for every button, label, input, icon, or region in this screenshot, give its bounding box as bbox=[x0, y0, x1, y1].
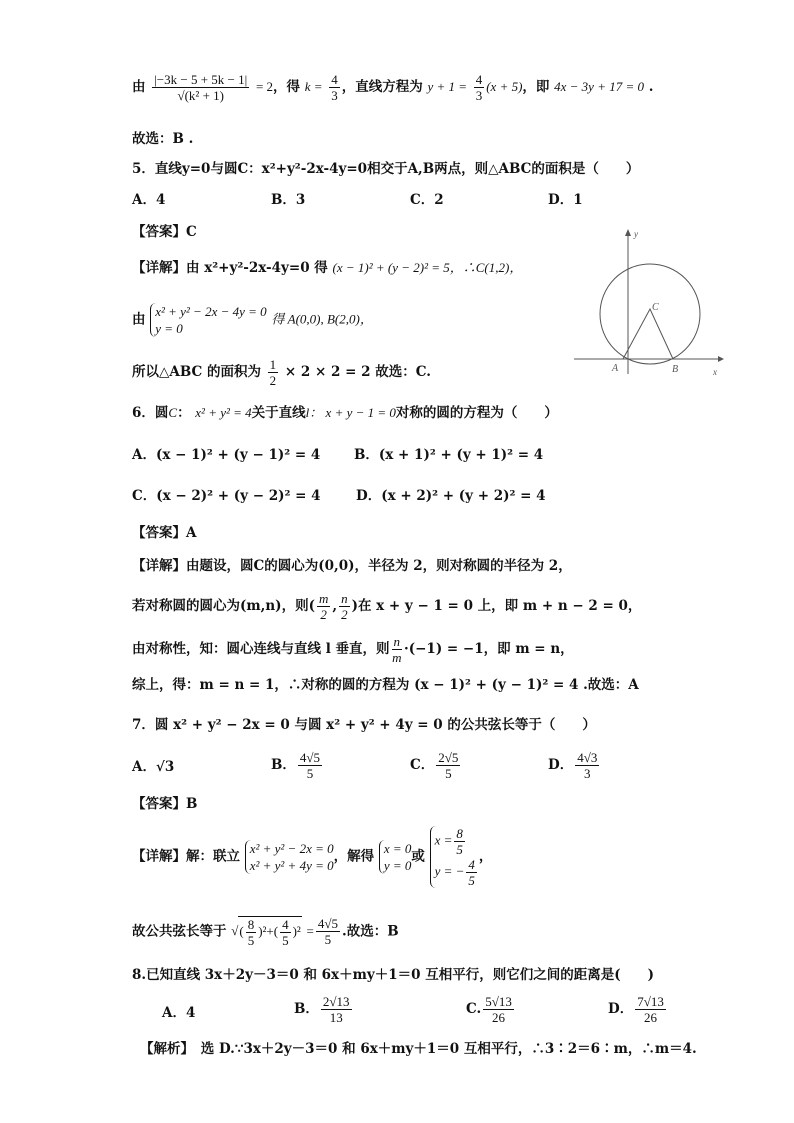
den: 3 bbox=[475, 88, 483, 103]
q8-option-a: A．4 bbox=[162, 1005, 196, 1021]
variable-k: k = bbox=[304, 79, 323, 94]
option-text: D．(x + 2)² + (y + 2)² = 4 bbox=[356, 488, 546, 504]
q5-detail-1 bbox=[132, 259, 522, 277]
num: 4√3 bbox=[577, 750, 598, 765]
q5-option-d: D．1 bbox=[548, 192, 583, 208]
q6-detail-1: 【详解】由题设，圆C的圆心为(0,0)，半径为 2，则对称圆的半径为 2， bbox=[132, 558, 572, 574]
system-eq-2: x² + y² + 4y = 0 bbox=[249, 858, 334, 873]
question-8-title: 8.已知直线 3x＋2y－3＝0 和 6x＋my＋1＝0 互相平行，则它们之间的距离是( ) bbox=[132, 967, 654, 983]
num: 2√13 bbox=[322, 994, 350, 1009]
num: 4 bbox=[331, 72, 338, 87]
system-eq-2: y = 0 bbox=[155, 321, 183, 336]
num: 8 bbox=[247, 917, 255, 932]
text: ， bbox=[478, 848, 493, 865]
q8-option-d bbox=[608, 994, 668, 1025]
sol-y: y = 0 bbox=[383, 858, 412, 873]
triangle bbox=[623, 309, 673, 359]
question-5-title: 5．直线y=0与圆C：x²+y²-2x-4y=0相交于A,B两点，则△ABC的面积是（ ） bbox=[132, 161, 640, 177]
den: 5 bbox=[468, 873, 475, 888]
den: 26 bbox=[492, 1010, 506, 1025]
q7-detail-2 bbox=[132, 916, 399, 948]
var-l: l bbox=[305, 405, 310, 420]
option-text: B．(x + 1)² + (y + 1)² = 4 bbox=[354, 447, 544, 463]
lhs: x = bbox=[434, 832, 453, 848]
label: C． bbox=[410, 757, 435, 773]
den: 5 bbox=[282, 933, 289, 948]
solution-system-2 bbox=[430, 826, 479, 888]
den: 5 bbox=[456, 842, 463, 857]
area-result: × 2 × 2 = 2 故选：C. bbox=[284, 364, 431, 380]
sqrt-expression: √( $\frac{8}{5}$ )²+( $\frac{4}{5}$ )² bbox=[231, 917, 301, 948]
den: 2 bbox=[341, 607, 348, 622]
num: 4√5 bbox=[317, 916, 338, 932]
q7-option-a: A．√3 bbox=[132, 759, 175, 775]
label-y: y bbox=[634, 229, 638, 239]
den: 3 bbox=[584, 766, 591, 781]
fraction-m-half bbox=[317, 591, 330, 622]
equation-part: = 2 bbox=[255, 79, 274, 94]
q5-detail-3 bbox=[132, 357, 431, 388]
q6-option-a bbox=[132, 446, 320, 464]
text-end: . bbox=[648, 79, 654, 95]
question-7-title: 7．圆 x² + y² − 2x = 0 与圆 x² + y² + 4y = 0 的公共弦长等于（ ） bbox=[132, 717, 596, 733]
label: C. bbox=[466, 1001, 482, 1017]
fraction bbox=[280, 917, 291, 948]
intersection-points: 得 A(0,0), B(2,0)， bbox=[271, 311, 373, 327]
fraction bbox=[466, 857, 477, 888]
lhs: y = − bbox=[434, 863, 465, 879]
text: 由对称性，知：圆心连线与直线 l 垂直，则 bbox=[132, 641, 390, 657]
text: 由 bbox=[132, 311, 146, 328]
text: 若对称圆的圆心为(m,n)，则( bbox=[132, 598, 315, 614]
fraction bbox=[246, 917, 257, 948]
text-prefix: 由 bbox=[132, 79, 146, 95]
label-b: B bbox=[672, 364, 679, 375]
text-or: 或 bbox=[411, 848, 425, 865]
circle-triangle-figure bbox=[572, 226, 728, 378]
option-text: C．(x − 2)² + (y − 2)² = 4 bbox=[132, 488, 321, 504]
circle bbox=[600, 264, 700, 364]
option-text: A．(x − 1)² + (y − 1)² = 4 bbox=[132, 447, 321, 463]
text: 所以△ABC 的面积为 bbox=[132, 364, 261, 380]
num: 4 bbox=[475, 72, 483, 87]
den: 5 bbox=[324, 932, 332, 948]
q5-detail-2 bbox=[132, 303, 373, 337]
label: B． bbox=[294, 1001, 319, 1017]
text-mid: ，得 bbox=[273, 79, 301, 95]
fraction bbox=[483, 994, 514, 1025]
q6-detail-2: 若对称圆的圆心为(m,n)，则( $\frac{m}{2}$ , $\frac{n}{2}$ )在 x + y − 1 = 0 上，即 m + n − 2 = 0， bbox=[132, 591, 642, 622]
q6-answer: 【答案】A bbox=[132, 525, 197, 541]
solution-system-1 bbox=[379, 840, 412, 874]
den: 26 bbox=[644, 1010, 658, 1025]
fraction-result bbox=[316, 916, 340, 947]
fraction-k bbox=[329, 72, 340, 103]
fraction bbox=[454, 826, 465, 857]
fraction-slope bbox=[474, 72, 485, 103]
den: 13 bbox=[329, 1010, 343, 1025]
equation-rhs: (x + 5) bbox=[486, 79, 523, 94]
fraction-distance bbox=[152, 72, 249, 103]
sol-x: x = 0 bbox=[383, 841, 412, 856]
num: m bbox=[318, 591, 329, 606]
label-c: C bbox=[652, 302, 659, 313]
text: 关于直线 bbox=[251, 405, 306, 421]
label: B． bbox=[271, 757, 296, 773]
q7-option-b bbox=[271, 750, 324, 781]
num: 7√13 bbox=[637, 994, 664, 1009]
q6-option-b bbox=[354, 446, 543, 464]
num: 4√5 bbox=[299, 750, 321, 765]
label: D． bbox=[548, 757, 574, 773]
text-mid: ，直线方程为 bbox=[341, 79, 423, 95]
system-eq-1: x² + y² − 2x = 0 bbox=[249, 841, 334, 856]
q8-option-c bbox=[466, 994, 516, 1025]
line-equation: ： x + y − 1 = 0 bbox=[309, 405, 396, 420]
fraction-n-half bbox=[339, 591, 350, 622]
equation-lhs: y + 1 = bbox=[427, 79, 468, 94]
q6-detail-3 bbox=[132, 634, 574, 665]
num: 4 bbox=[282, 917, 289, 932]
answer-choice-line: 故选：B . bbox=[132, 131, 194, 147]
fraction-half bbox=[268, 357, 279, 388]
q8-option-b bbox=[294, 994, 354, 1025]
text: 故公共弦长等于 bbox=[132, 923, 227, 940]
den: 5 bbox=[306, 766, 314, 781]
den: m bbox=[392, 650, 402, 665]
q5-option-a: A．4 bbox=[132, 192, 166, 208]
circle-equation: x² + y² = 4 bbox=[195, 405, 252, 420]
q6-option-c bbox=[132, 487, 321, 505]
num: 5√13 bbox=[485, 994, 512, 1009]
text-mid: ，即 bbox=[522, 79, 550, 95]
sol-x-row bbox=[435, 826, 479, 857]
text: ·(−1) = −1，即 m = n， bbox=[404, 641, 574, 657]
num: n bbox=[341, 591, 348, 606]
fraction bbox=[436, 750, 460, 781]
fraction bbox=[321, 994, 352, 1025]
text: 对称的圆的方程为（ ） bbox=[395, 405, 558, 421]
text: .故选：B bbox=[342, 923, 399, 940]
fraction bbox=[298, 750, 322, 781]
label-x: x bbox=[713, 367, 717, 377]
sol-y-row bbox=[435, 857, 479, 888]
fraction bbox=[635, 994, 666, 1025]
q7-option-d bbox=[548, 750, 601, 781]
text: 【详解】解：联立 bbox=[132, 848, 240, 865]
equation-system bbox=[150, 303, 266, 337]
num: n bbox=[393, 634, 401, 649]
radicand: ( $\frac{8}{5}$ )²+( $\frac{4}{5}$ )² bbox=[239, 917, 301, 948]
q7-answer: 【答案】B bbox=[132, 796, 198, 812]
q8-analysis: 【解析】 选 D.∵3x＋2y－3＝0 和 6x＋my＋1＝0 互相平行，∴3∶2＝6∶m，∴m＝4. bbox=[140, 1041, 697, 1057]
text: ： bbox=[177, 405, 191, 421]
den: 3 bbox=[331, 88, 338, 103]
line-equation: 4x − 3y + 17 = 0 bbox=[554, 79, 644, 94]
fraction-n-over-m bbox=[392, 634, 403, 665]
y-axis-arrow bbox=[625, 229, 631, 236]
num: 8 bbox=[456, 826, 463, 841]
den: 5 bbox=[247, 933, 255, 948]
var-c: C bbox=[168, 405, 178, 420]
q5-option-c: C．2 bbox=[410, 192, 444, 208]
question-6-title bbox=[132, 404, 558, 422]
q5-answer: 【答案】C bbox=[132, 224, 197, 240]
fraction-denominator: √(k² + 1) bbox=[177, 88, 224, 103]
label: D． bbox=[608, 1001, 634, 1017]
den: 2 bbox=[320, 607, 327, 622]
text: 6．圆 bbox=[132, 405, 169, 421]
text: ，解得 bbox=[333, 848, 375, 865]
den: 2 bbox=[269, 373, 277, 388]
num: 2√5 bbox=[438, 750, 459, 765]
x-axis-arrow bbox=[718, 356, 724, 362]
fraction bbox=[575, 750, 599, 781]
text: )在 x + y − 1 = 0 上，即 m + n − 2 = 0， bbox=[351, 598, 642, 614]
circle-equation: (x − 1)² + (y − 2)² = 5，∴C(1,2)， bbox=[332, 260, 523, 275]
q7-detail-1 bbox=[132, 826, 492, 888]
text: 【详解】由 x²+y²-2x-4y=0 得 bbox=[132, 260, 328, 276]
equals: = bbox=[306, 923, 314, 939]
q6-detail-4: 综上，得：m = n = 1，∴对称的圆的方程为 (x − 1)² + (y − 1)² = 4 .故选：A bbox=[132, 677, 639, 693]
equation-system bbox=[245, 840, 334, 874]
solution-line-1 bbox=[132, 72, 653, 103]
fraction-numerator: |−3k − 5 + 5k − 1| bbox=[154, 72, 248, 87]
num: 4 bbox=[468, 857, 475, 872]
q5-option-b: B．3 bbox=[271, 192, 306, 208]
den: 5 bbox=[445, 766, 452, 781]
q7-option-c bbox=[410, 750, 462, 781]
label-a: A bbox=[612, 363, 619, 374]
num: 1 bbox=[269, 357, 277, 372]
system-eq-1: x² + y² − 2x − 4y = 0 bbox=[155, 304, 267, 319]
q6-option-d bbox=[356, 487, 546, 505]
